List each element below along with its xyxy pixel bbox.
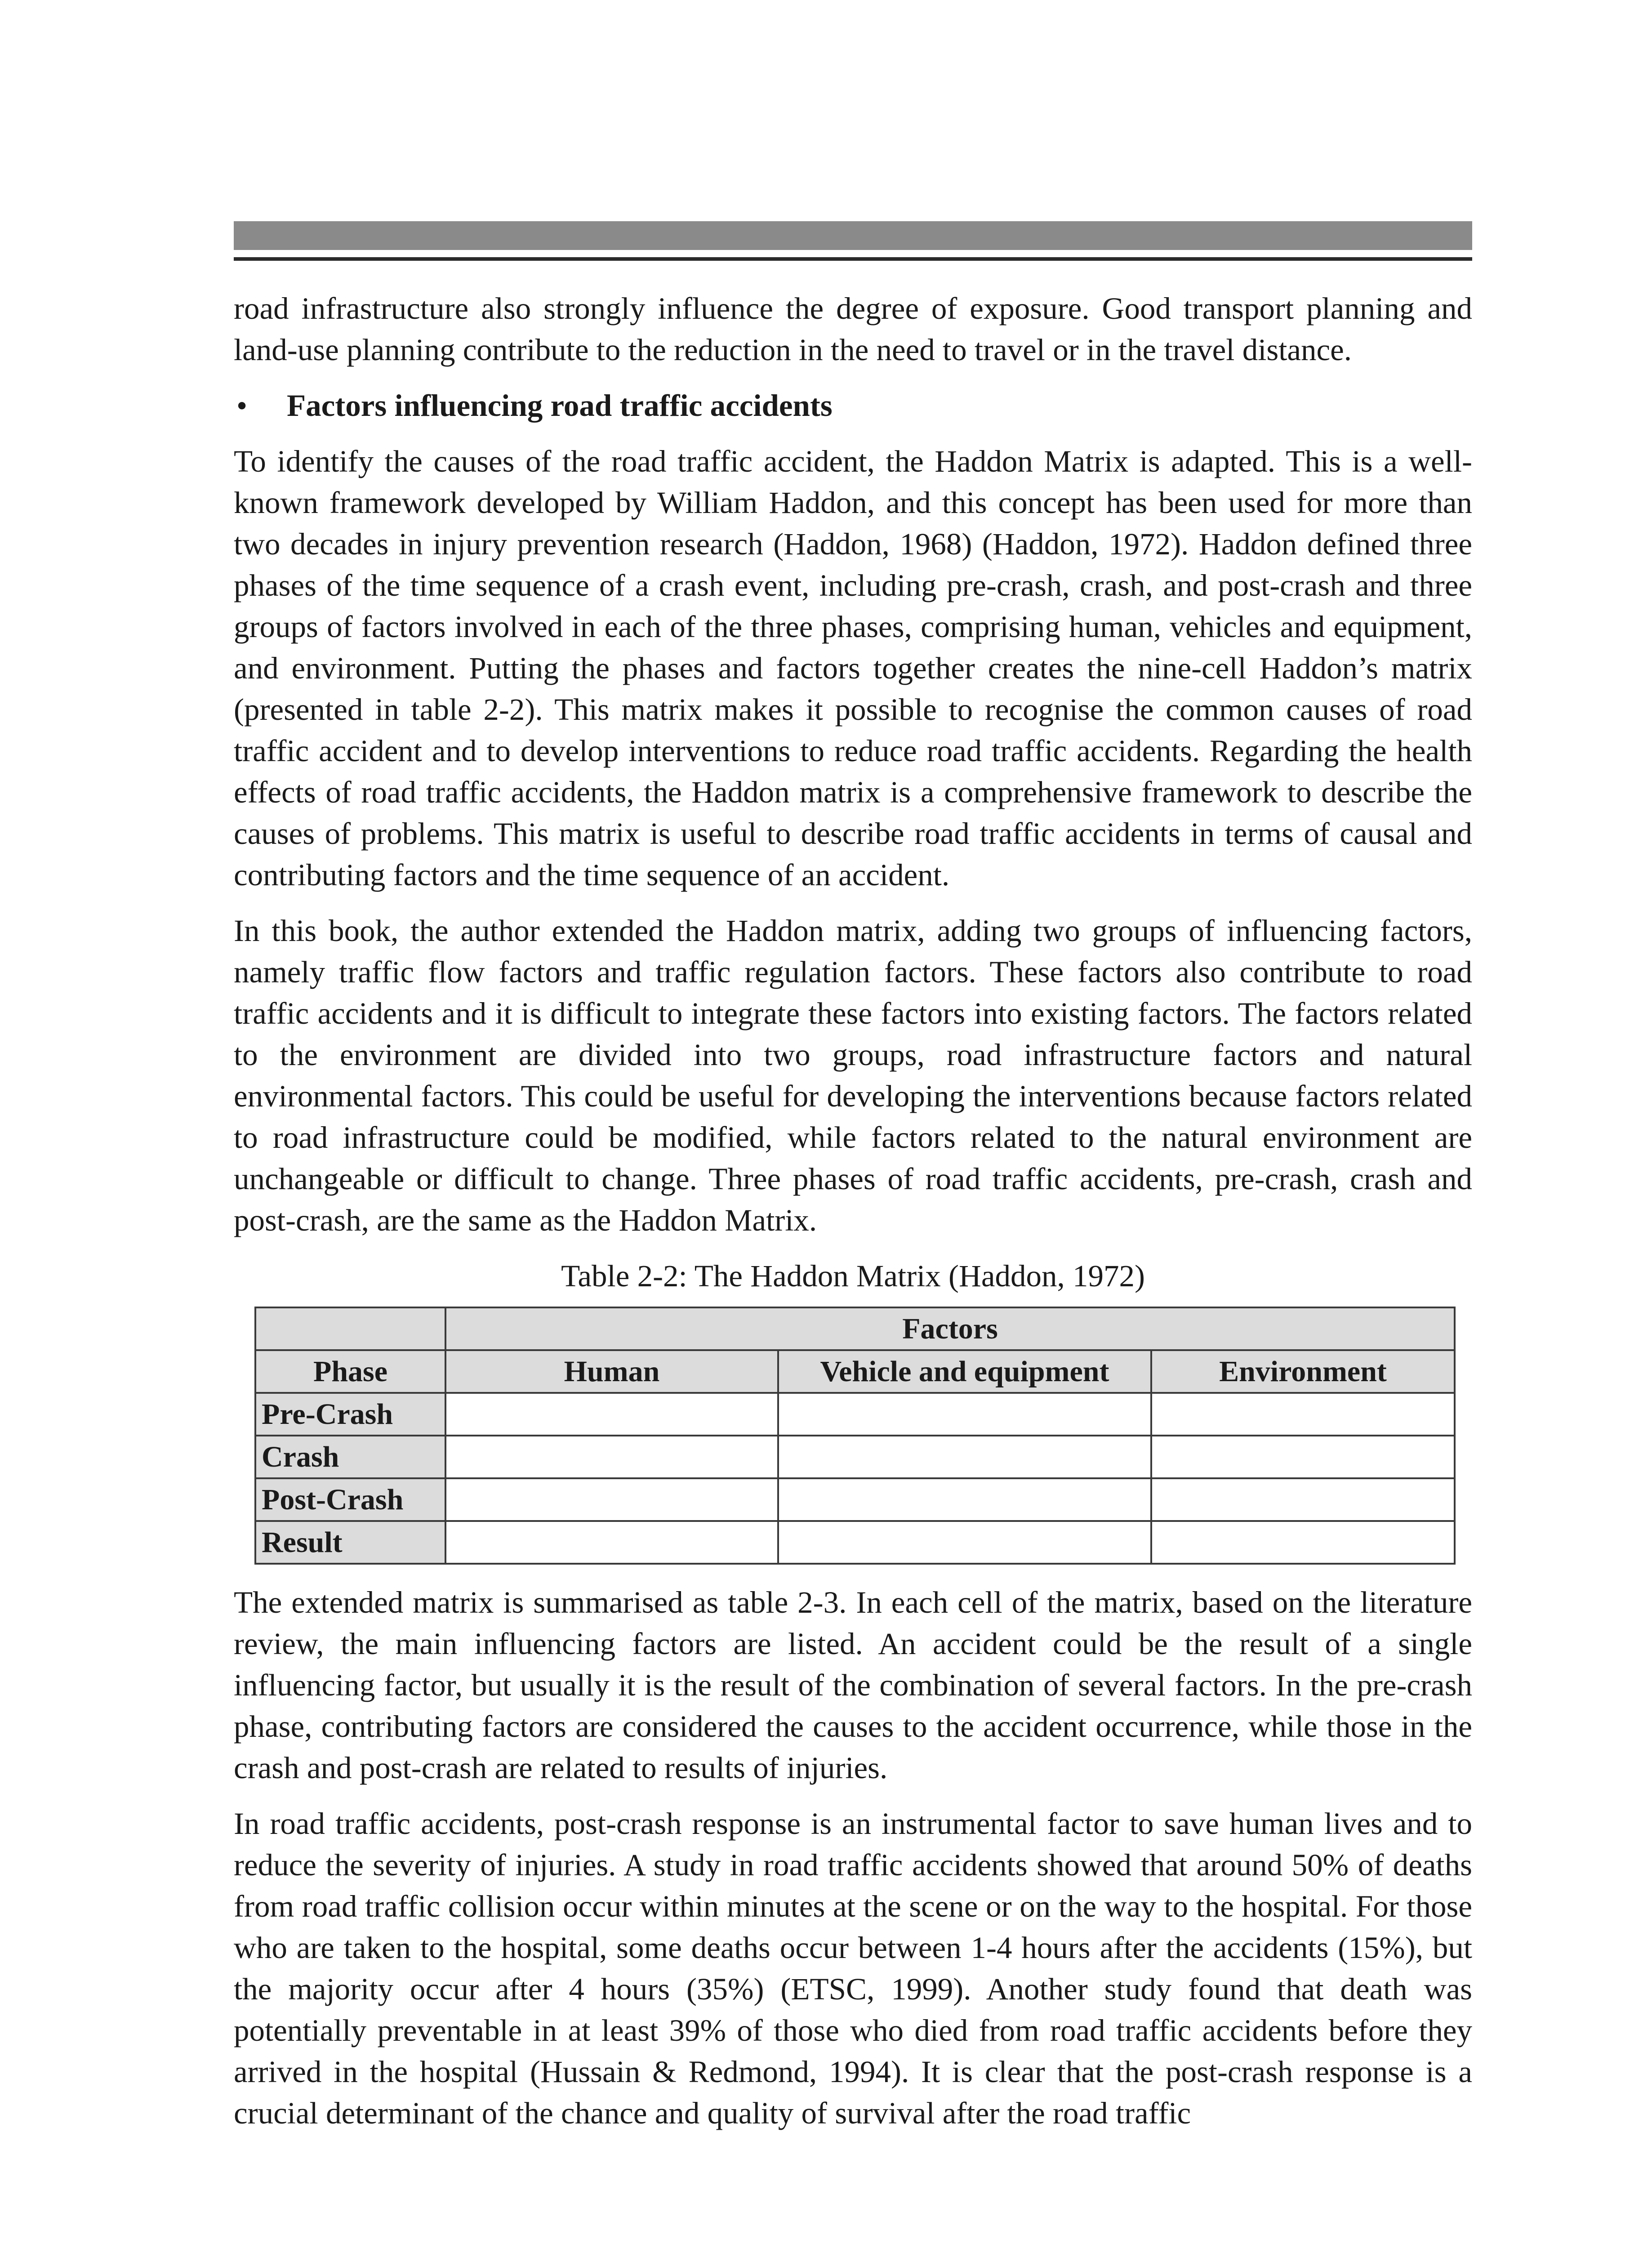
- column-header-vehicle: Vehicle and equipment: [778, 1350, 1151, 1393]
- header-rule: [234, 257, 1472, 261]
- factors-header: Factors: [445, 1307, 1455, 1350]
- bullet-icon: •: [236, 388, 248, 423]
- table-header-row-2: [255, 1350, 1455, 1393]
- table-row: [255, 1521, 1455, 1564]
- section-heading: [234, 385, 1472, 426]
- table-row: [255, 1436, 1455, 1478]
- paragraph-3: In this book, the author extended the Haddon matrix, adding two groups of influencing factors, namely traffic flow factors and traffic regulation factors. These factors also contribute to road traffic accidents and it is difficult to integrate these factors into existing factors. The factors related to the environment are divided into two groups, road infrastructure factors and natural environmental factors. This could be useful for developing the interventions because factors related to road infrastructure could be modified, while factors related to the natural environment are unchangeable or difficult to change. Three phases of road traffic accidents, pre-crash, crash and post-crash, are the same as the Haddon Matrix.: [234, 914, 1472, 1237]
- table-corner-cell: [255, 1307, 445, 1350]
- paragraph-2: To identify the causes of the road traffic accident, the Haddon Matrix is adapted. This is a well-known framework developed by William Haddon, and this concept has been used for more than two decades in injury prevention research (Haddon, 1968) (Haddon, 1972). Haddon defined three phases of the time sequence of a crash event, including pre-crash, crash, and post-crash and three groups of factors involved in each of the three phases, comprising human, vehicles and equipment, and environment. Putting the phases and factors together creates the nine-cell Haddon’s matrix (presented in table 2-2). This matrix makes it possible to recognise the common causes of road traffic accident and to develop interventions to reduce road traffic accidents. Regarding the health effects of road traffic accidents, the Haddon matrix is a comprehensive framework to describe the causes of problems. This matrix is useful to describe road traffic accidents in terms of causal and contributing factors and the time sequence of an accident.: [234, 444, 1472, 892]
- table-cell: [1151, 1478, 1455, 1521]
- table-cell: [445, 1478, 778, 1521]
- phase-header: Phase: [255, 1350, 445, 1393]
- row-label-result: Result: [255, 1521, 445, 1564]
- table-cell: [778, 1393, 1151, 1436]
- page-content: [234, 288, 1472, 2148]
- column-header-environment: Environment: [1151, 1350, 1455, 1393]
- table-cell: [778, 1436, 1151, 1478]
- table-row: [255, 1393, 1455, 1436]
- table-cell: [1151, 1393, 1455, 1436]
- column-header-human: Human: [445, 1350, 778, 1393]
- table-cell: [1151, 1521, 1455, 1564]
- section-heading-text: Factors influencing road traffic accidents: [287, 388, 833, 423]
- table-cell: [445, 1521, 778, 1564]
- table-cell: [445, 1393, 778, 1436]
- table-cell: [778, 1478, 1151, 1521]
- paragraph-5: In road traffic accidents, post-crash response is an instrumental factor to save human lives and to reduce the severity of injuries. A study in road traffic accidents showed that around 50% of deaths from road traffic collision occur within minutes at the scene or on the way to the hospital. For those who are taken to the hospital, some deaths occur between 1-4 hours after the accidents (15%), but the majority occur after 4 hours (35%) (ETSC, 1999). Another study found that death was potentially preventable in at least 39% of those who died from road traffic accidents before they arrived in the hospital (Hussain & Redmond, 1994). It is clear that the post-crash response is a crucial determinant of the chance and quality of survival after the road traffic: [234, 1806, 1472, 2130]
- table-row: [255, 1478, 1455, 1521]
- table-cell: [1151, 1436, 1455, 1478]
- paragraph-1: road infrastructure also strongly influence the degree of exposure. Good transport planning and land-use planning contribute to the reduction in the need to travel or in the travel distance.: [234, 291, 1472, 367]
- header-bar: [234, 221, 1472, 250]
- row-label-pre-crash: Pre-Crash: [255, 1393, 445, 1436]
- table-cell: [445, 1436, 778, 1478]
- paragraph-4: The extended matrix is summarised as table 2-3. In each cell of the matrix, based on the literature review, the main influencing factors are listed. An accident could be the result of a single influencing factor, but usually it is the result of the combination of several factors. In the pre-crash phase, contributing factors are considered the causes to the accident occurrence, while those in the crash and post-crash are related to results of injuries.: [234, 1585, 1472, 1785]
- haddon-matrix-table: [254, 1307, 1456, 1565]
- table-header-row-1: [255, 1307, 1455, 1350]
- row-label-crash: Crash: [255, 1436, 445, 1478]
- row-label-post-crash: Post-Crash: [255, 1478, 445, 1521]
- table-caption: Table 2-2: The Haddon Matrix (Haddon, 1972): [561, 1259, 1145, 1293]
- table-cell: [778, 1521, 1151, 1564]
